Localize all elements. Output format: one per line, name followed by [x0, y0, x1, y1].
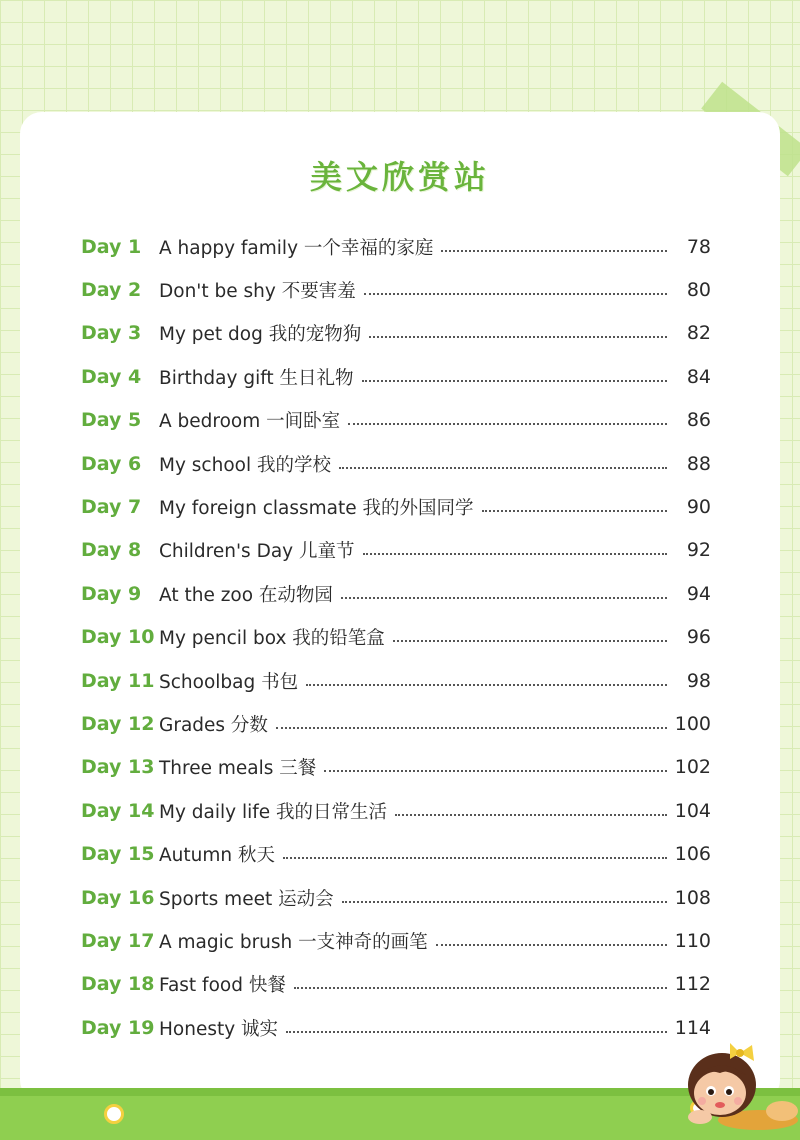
toc-page-number: 92	[686, 539, 711, 562]
toc-row[interactable]	[81, 355, 711, 398]
dot-leader	[393, 640, 667, 642]
dot-leader	[286, 1031, 667, 1033]
toc-day: Day 10	[81, 626, 155, 649]
dot-leader	[306, 684, 667, 686]
toc-row[interactable]	[81, 399, 711, 442]
toc-day: Day 15	[81, 843, 155, 866]
toc-row[interactable]	[81, 572, 711, 615]
toc-day: Day 17	[81, 929, 155, 952]
toc-day: Day 8	[81, 539, 142, 562]
toc-title: My school 我的学校	[159, 454, 331, 476]
toc-title: My daily life 我的日常生活	[159, 801, 388, 823]
dot-leader	[339, 467, 667, 469]
toc-page-number: 82	[686, 322, 711, 345]
flower-icon	[104, 1104, 124, 1124]
page-title: 美文欣赏站	[309, 158, 490, 196]
girl-character-illustration	[670, 1025, 800, 1130]
toc-day: Day 6	[81, 452, 142, 475]
toc-day: Day 2	[81, 279, 142, 302]
dot-leader	[369, 336, 667, 338]
toc-row[interactable]	[81, 876, 711, 919]
toc-page-number: 98	[686, 669, 711, 692]
toc-day: Day 1	[81, 235, 142, 258]
toc-day: Day 19	[81, 1016, 155, 1039]
toc-day: Day 13	[81, 756, 155, 779]
dot-leader	[364, 293, 667, 295]
toc-title: Grades 分数	[159, 714, 268, 736]
dot-leader	[342, 901, 667, 903]
dot-leader	[362, 380, 667, 382]
toc-title: Schoolbag 书包	[159, 671, 299, 693]
dot-leader	[294, 987, 667, 989]
toc-row[interactable]	[81, 442, 711, 485]
toc-day: Day 3	[81, 322, 142, 345]
toc-row[interactable]	[81, 312, 711, 355]
dot-leader	[395, 814, 667, 816]
toc-row[interactable]	[81, 963, 711, 1006]
toc-page-number: 100	[674, 712, 711, 735]
toc-title: Don't be shy 不要害羞	[159, 281, 356, 303]
toc-page-number: 94	[686, 582, 711, 605]
toc-day: Day 16	[81, 886, 155, 909]
toc-title: A bedroom 一间卧室	[159, 411, 341, 433]
toc-row[interactable]	[81, 529, 711, 572]
toc-page-number: 78	[686, 235, 711, 258]
toc-page-number: 90	[686, 496, 711, 519]
toc-day: Day 18	[81, 973, 155, 996]
toc-page-number: 106	[674, 843, 711, 866]
toc-title: Birthday gift 生日礼物	[159, 367, 354, 389]
toc-page-number: 96	[686, 626, 711, 649]
toc-title: My pet dog 我的宠物狗	[159, 324, 362, 346]
toc-page-number: 108	[674, 886, 711, 909]
toc-title: Fast food 快餐	[159, 975, 286, 997]
toc-row[interactable]	[81, 659, 711, 702]
toc-page-number: 102	[674, 756, 711, 779]
toc-page-number: 104	[674, 799, 711, 822]
toc-day: Day 9	[81, 582, 142, 605]
toc-row[interactable]	[81, 702, 711, 745]
toc-page-number: 88	[686, 452, 711, 475]
toc-title: A magic brush 一支神奇的画笔	[159, 931, 428, 953]
dot-leader	[341, 597, 667, 599]
dot-leader	[482, 510, 668, 512]
toc-page-number: 80	[686, 279, 711, 302]
toc-title: Honesty 诚实	[159, 1018, 279, 1040]
toc-page-number: 110	[674, 929, 711, 952]
toc-day: Day 14	[81, 799, 155, 822]
toc-title: My pencil box 我的铅笔盒	[159, 628, 385, 650]
toc-row[interactable]	[81, 746, 711, 789]
table-of-contents	[81, 225, 711, 1049]
toc-title: My foreign classmate 我的外国同学	[159, 498, 474, 520]
dot-leader	[348, 423, 667, 425]
dot-leader	[441, 250, 667, 252]
toc-day: Day 5	[81, 409, 142, 432]
toc-day: Day 11	[81, 669, 155, 692]
toc-title: At the zoo 在动物园	[159, 584, 333, 606]
toc-row[interactable]	[81, 1006, 711, 1049]
toc-row[interactable]	[81, 268, 711, 311]
toc-day: Day 12	[81, 712, 155, 735]
toc-page-number: 84	[686, 365, 711, 388]
toc-row[interactable]	[81, 919, 711, 962]
toc-day: Day 4	[81, 365, 142, 388]
toc-page-number: 114	[674, 1016, 711, 1039]
toc-row[interactable]	[81, 225, 711, 268]
toc-row[interactable]	[81, 789, 711, 832]
toc-title: A happy family 一个幸福的家庭	[159, 237, 434, 259]
dot-leader	[283, 857, 667, 859]
toc-day: Day 7	[81, 496, 142, 519]
dot-leader	[276, 727, 667, 729]
toc-title: Children's Day 儿童节	[159, 541, 355, 563]
toc-row[interactable]	[81, 616, 711, 659]
toc-page-number: 112	[674, 973, 711, 996]
toc-title: Sports meet 运动会	[159, 888, 334, 910]
dot-leader	[363, 553, 668, 555]
toc-row[interactable]	[81, 832, 711, 875]
toc-title: Three meals 三餐	[159, 758, 317, 780]
toc-title: Autumn 秋天	[159, 845, 275, 867]
dot-leader	[324, 770, 667, 772]
toc-page-number: 86	[686, 409, 711, 432]
dot-leader	[436, 944, 667, 946]
toc-row[interactable]	[81, 485, 711, 528]
